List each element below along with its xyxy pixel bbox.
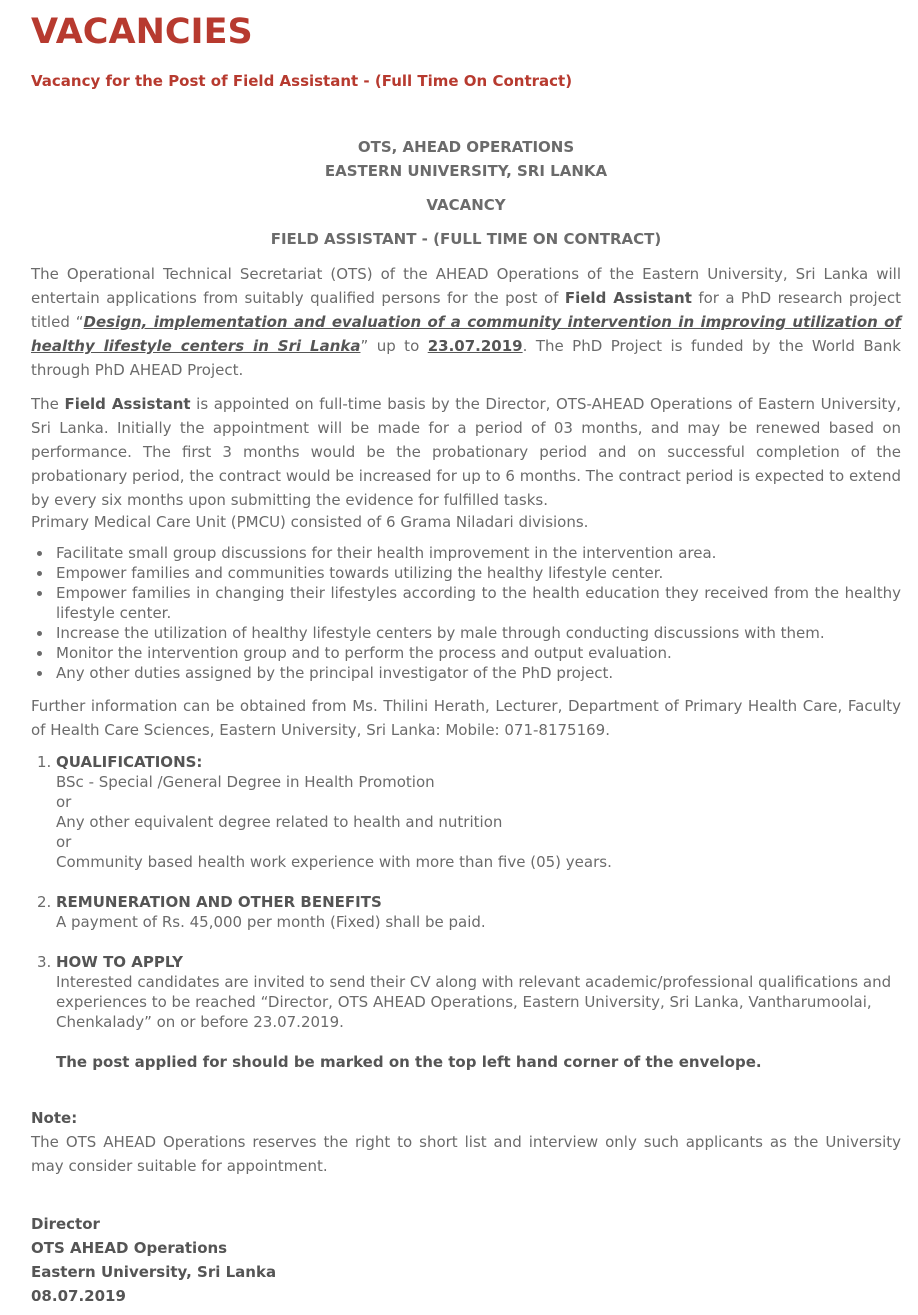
center-line-org: OTS, AHEAD OPERATIONS [357,138,575,156]
list-item: Empower families in changing their lifestyles according to the health education they received from the healthy lifestyle center. [31,583,901,623]
intro-paragraph [31,262,901,382]
deadline-date: 23.07.2019 [427,337,523,355]
appointment-post-name: Field Assistant [64,395,191,413]
vacancy-subtitle: Vacancy for the Post of Field Assistant - (Full Time On Contract) [31,72,573,90]
note-text: The OTS AHEAD Operations reserves the right to short list and interview only such applicants as the University may consider suitable for appointment. [31,1133,901,1175]
appointment-text-1: The [31,395,65,413]
list-item: Increase the utilization of healthy lifestyle centers by male through conducting discussions with them. [31,623,901,643]
qualification-line: or [56,793,72,811]
page-heading: VACANCIES [31,12,253,52]
appointment-text-2: is appointed on full-time basis by the Director, OTS-AHEAD Operations of Eastern University, Sri Lanka. Initially the appointment will be made for a period of 03 months, and may be renewed based on performance. The first 3 months would be the probationary period and on successful completion of the probationary period, the contract would be increased for up to 6 months. The contract period is expected to extend by every six months upon submitting the evidence for fulfilled tasks. [31,395,901,508]
remuneration-line: A payment of Rs. 45,000 per month (Fixed) shall be paid. [56,913,486,931]
pmcu-paragraph: Primary Medical Care Unit (PMCU) consisted of 6 Grama Niladari divisions. [31,513,589,531]
section-number: 2. [37,893,52,911]
signature-org: OTS AHEAD Operations [31,1239,228,1257]
center-line-post: FIELD ASSISTANT - (FULL TIME ON CONTRACT) [270,230,662,248]
signature-title: Director [31,1215,100,1233]
signature-place: Eastern University, Sri Lanka [31,1263,277,1281]
list-item: Any other duties assigned by the principal investigator of the PhD project. [31,663,901,683]
qualification-line: Community based health work experience with more than five (05) years. [56,853,612,871]
section-number: 1. [37,753,52,771]
intro-text-4: . The PhD Project is funded by the World Bank through PhD AHEAD Project. [31,337,901,379]
how-to-apply-text: Interested candidates are invited to send their CV along with relevant academic/professional qualifications and experiences to be reached “Director, OTS AHEAD Operations, Eastern University, Sri Lanka, Vantharumoolai, Chenkalady” on or before 23.07.2019. [56,973,892,1031]
qualification-line: or [56,833,72,851]
further-info-paragraph: Further information can be obtained from Ms. Thilini Herath, Lecturer, Department of Primary Health Care, Faculty of Health Care Sciences, Eastern University, Sri Lanka: Mobile: 071-8175169. [31,697,901,739]
intro-text-1: The Operational Technical Secretariat (OTS) of the AHEAD Operations of the Eastern University, Sri Lanka will entertain applications from suitably qualified persons for the post of [31,265,901,307]
list-item: Monitor the intervention group and to perform the process and output evaluation. [31,643,901,663]
remuneration-heading: REMUNERATION AND OTHER BENEFITS [56,893,382,911]
project-title-link[interactable]: Design, implementation and evaluation of a community intervention in improving utilization of healthy lifestyle centers in Sri Lanka [31,313,901,355]
qualifications-heading: QUALIFICATIONS: [56,753,203,771]
duties-list [31,543,901,683]
qualification-line: BSc - Special /General Degree in Health Promotion [56,773,435,791]
qualification-line: Any other equivalent degree related to health and nutrition [56,813,503,831]
note-label: Note: [31,1109,78,1127]
list-item: Empower families and communities towards utilizing the healthy lifestyle center. [31,563,901,583]
how-to-apply-heading: HOW TO APPLY [56,953,183,971]
center-line-vacancy: VACANCY [426,196,506,214]
center-line-university: EASTERN UNIVERSITY, SRI LANKA [324,162,608,180]
list-item: Facilitate small group discussions for their health improvement in the intervention area. [31,543,901,563]
intro-text-3: ” up to [360,337,428,355]
envelope-note: The post applied for should be marked on the top left hand corner of the envelope. [56,1053,762,1071]
appointment-paragraph [31,392,901,508]
intro-post-name: Field Assistant [564,289,692,307]
signature-date: 08.07.2019 [31,1287,126,1305]
intro-text-2: for a PhD research project titled “ [31,289,901,331]
section-number: 3. [37,953,52,971]
